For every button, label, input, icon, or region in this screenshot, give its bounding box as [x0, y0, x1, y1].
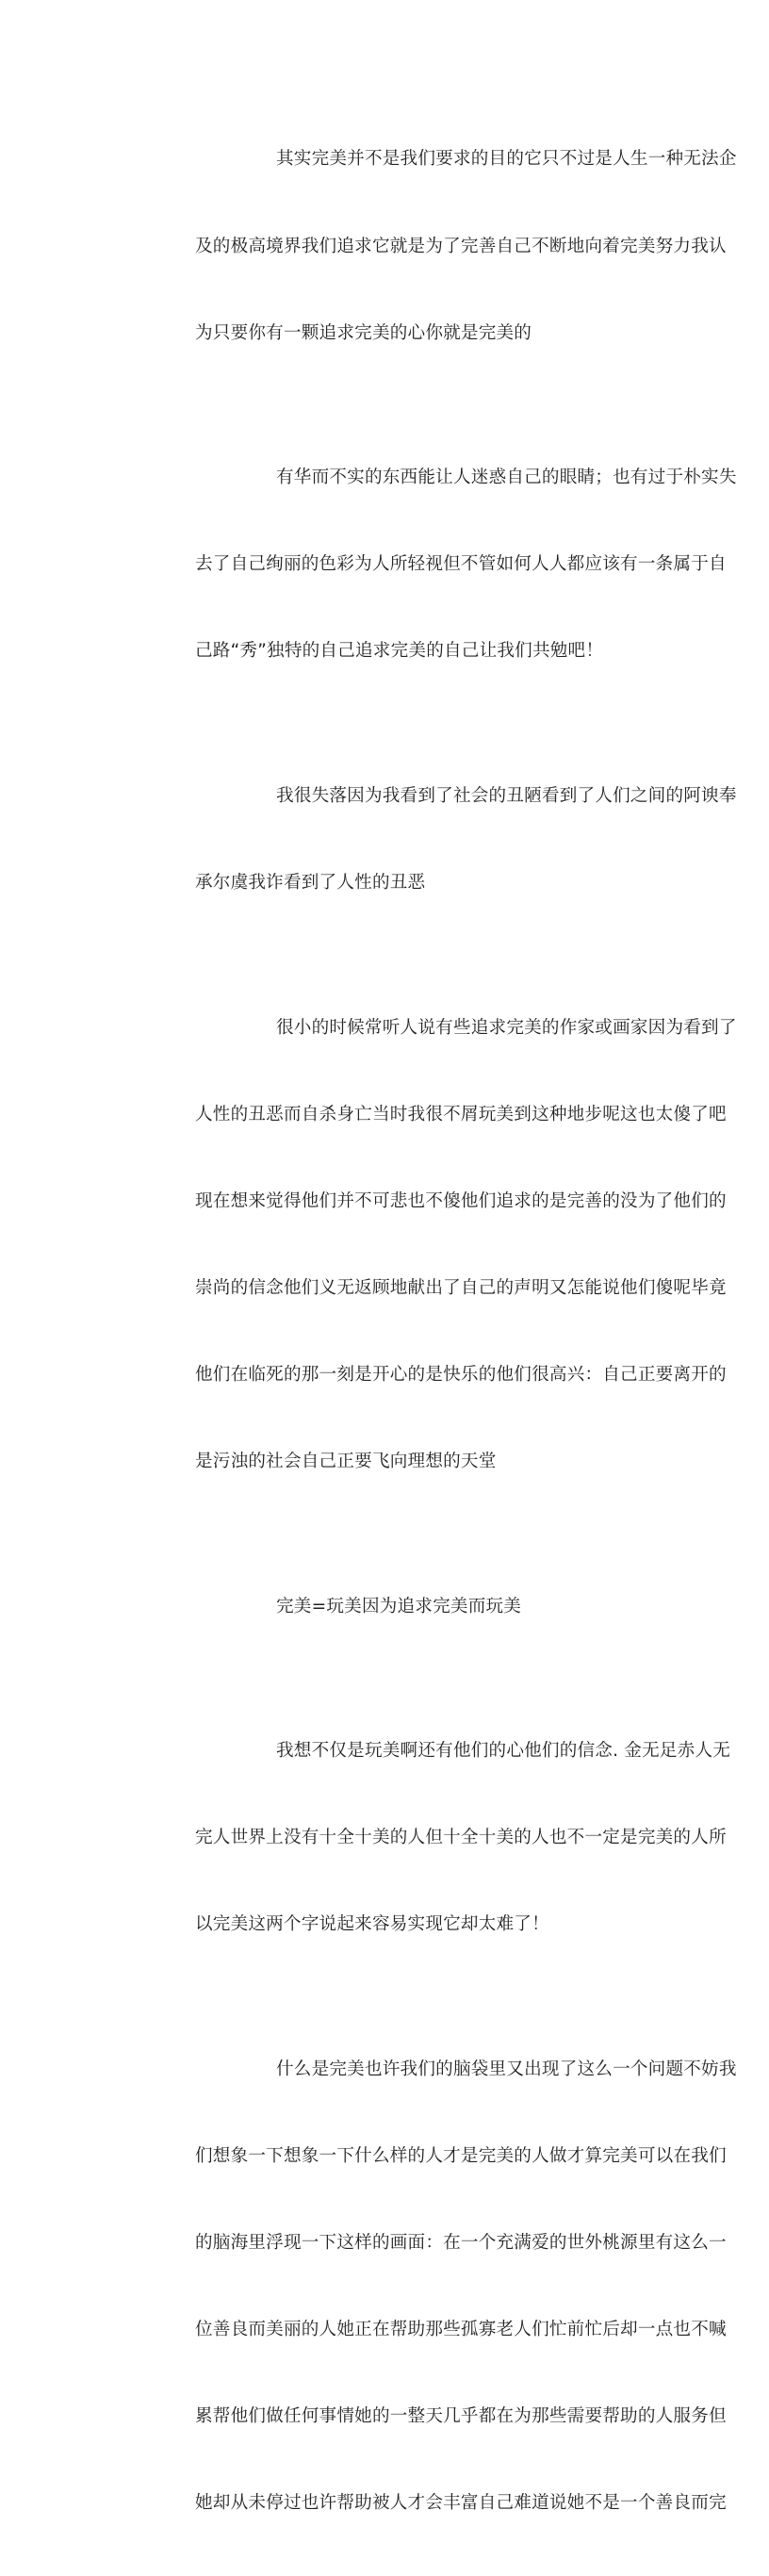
- paragraph-line: 是污浊的社会自己正要飞向理想的天堂: [195, 1452, 497, 1472]
- paragraph-line: 去了自己绚丽的色彩为人所轻视但不管如何人人都应该有一条属于自: [195, 554, 727, 575]
- paragraph-line: 完人世界上没有十全十美的人但十全十美的人也不一定是完美的人所: [195, 1828, 727, 1848]
- paragraph-line: 位善良而美丽的人她正在帮助那些孤寡老人们忙前忙后却一点也不喊: [195, 2320, 727, 2340]
- paragraph-5: [114, 1534, 653, 1680]
- paragraph-line: 有华而不实的东西能让人迷惑自己的眼睛；也有过于朴实失: [276, 468, 737, 488]
- paragraph-line: 什么是完美也许我们的脑袋里又出现了这么一个问题不妨我: [276, 2059, 737, 2079]
- paragraph-line: 他们在临死的那一刻是开心的是快乐的他们很高兴：自己正要离开的: [195, 1364, 727, 1385]
- paragraph-line: 的脑海里浮现一下这样的画面：在一个充满爱的世外桃源里有这么一: [195, 2233, 727, 2254]
- paragraph-line: 以完美这两个字说起来容易实现它却太难了！: [195, 1914, 549, 1935]
- paragraph-line: 己路“秀”独特的自己追求完美的自己让我们共勉吧！: [195, 641, 604, 662]
- paragraph-line: 人性的丑恶而自杀身亡当时我很不屑玩美到这种地步呢这也太傻了吧: [195, 1104, 727, 1124]
- paragraph-line: 承尔虞我诈看到了人性的丑恶: [195, 872, 426, 893]
- paragraph-1: [114, 88, 737, 406]
- paragraph-line: 她却从未停过也许帮助被人才会丰富自己难道说她不是一个善良而完: [195, 2493, 727, 2514]
- paragraph-line: 现在想来觉得他们并不可悲也不傻他们追求的是完善的没为了他们的: [195, 1190, 727, 1211]
- paragraph-2: [114, 406, 737, 725]
- paragraph-line: 们想象一下想象一下什么样的人才是完美的人做才算完美可以在我们: [195, 2145, 727, 2166]
- paragraph-line: 崇尚的信念他们义无返顾地献出了自己的声明又怎能说他们傻呢毕竟: [195, 1277, 727, 1298]
- paragraph-line: 我想不仅是玩美啊还有他们的心他们的信念. 金无足赤人无: [276, 1741, 731, 1762]
- paragraph-6: [114, 1680, 731, 1998]
- paragraph-line: 很小的时候常听人说有些追求完美的作家或画家因为看到了: [276, 1017, 737, 1038]
- paragraph-4: [114, 956, 737, 1534]
- document-body: [114, 88, 737, 2576]
- paragraph-line: 为只要你有一颗追求完美的心你就是完美的: [195, 322, 532, 343]
- paragraph-line: 完美=玩美因为追求完美而玩美: [276, 1596, 522, 1616]
- paragraph-7: [114, 1997, 737, 2576]
- paragraph-line: 其实完美并不是我们要求的目的它只不过是人生一种无法企: [276, 149, 737, 170]
- paragraph-line: 我很失落因为我看到了社会的丑陋看到了人们之间的阿谀奉: [276, 785, 737, 806]
- paragraph-line: 及的极高境界我们追求它就是为了完善自己不断地向着完美努力我认: [195, 236, 727, 256]
- paragraph-line: 累帮他们做任何事情她的一整天几乎都在为那些需要帮助的人服务但: [195, 2406, 727, 2427]
- paragraph-3: [114, 724, 737, 956]
